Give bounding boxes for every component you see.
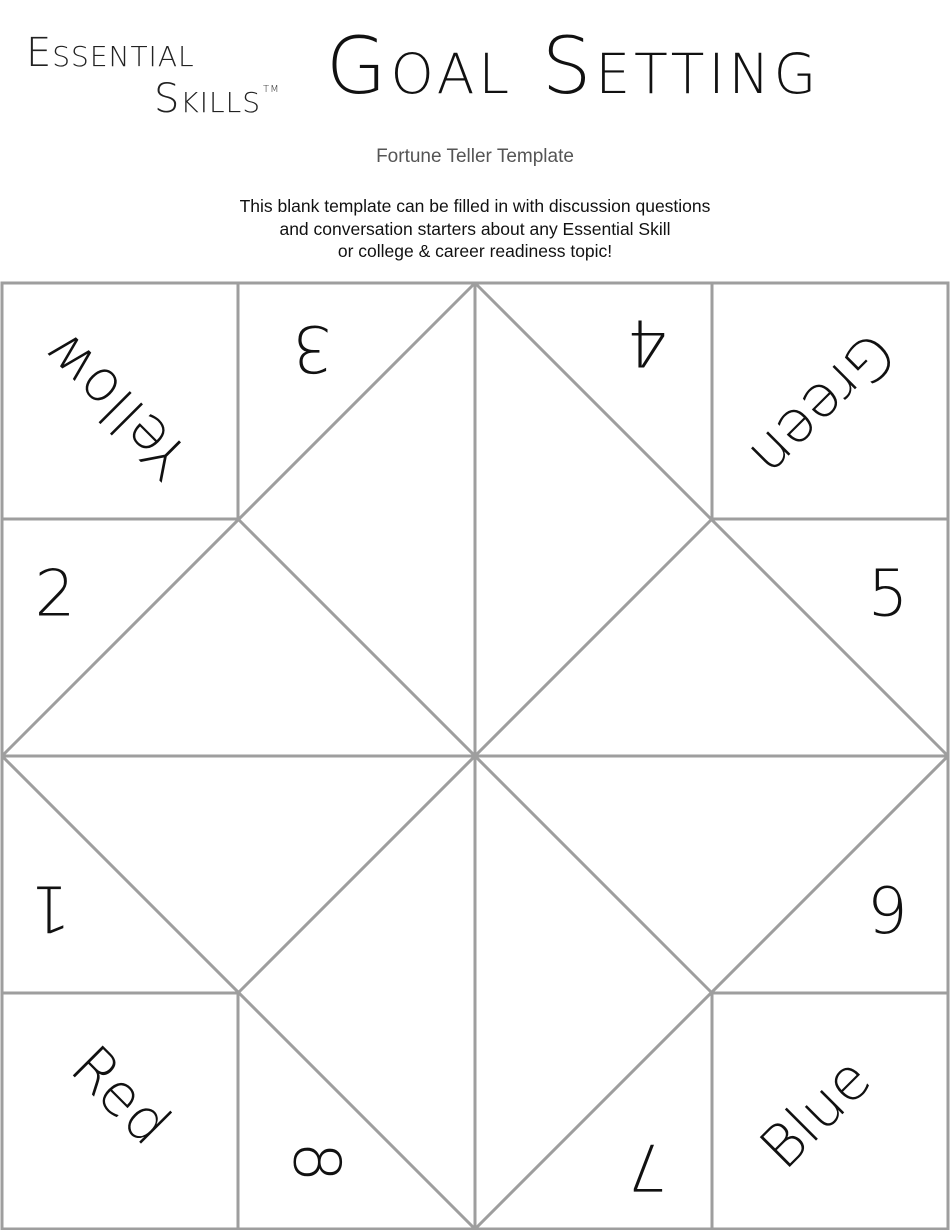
number-label-5: 5 <box>867 557 909 632</box>
brand-line1: Essential <box>26 30 195 76</box>
page-title: Goal Setting <box>326 22 821 112</box>
description-line: and conversation starters about any Essential Skill <box>279 218 671 239</box>
color-label-blue: Blue <box>746 1044 884 1182</box>
page-subtitle: Fortune Teller Template <box>376 146 574 167</box>
number-label-7: 7 <box>626 1128 668 1203</box>
number-label-8: 8 <box>278 1141 353 1183</box>
color-label-green: Green <box>736 318 909 491</box>
number-label-1: 1 <box>29 870 71 945</box>
number-label-2: 2 <box>34 557 76 632</box>
number-label-4: 4 <box>626 304 668 379</box>
description-line: This blank template can be filled in with discussion questions <box>239 196 711 216</box>
number-label-3: 3 <box>291 310 333 385</box>
description-line: or college & career readiness topic! <box>337 241 613 261</box>
color-label-red: Red <box>57 1032 184 1159</box>
trademark: TM <box>262 84 280 95</box>
color-label-yellow: Yellow <box>27 317 203 493</box>
number-label-6: 6 <box>867 870 909 945</box>
brand-line2: Skills <box>154 76 261 122</box>
